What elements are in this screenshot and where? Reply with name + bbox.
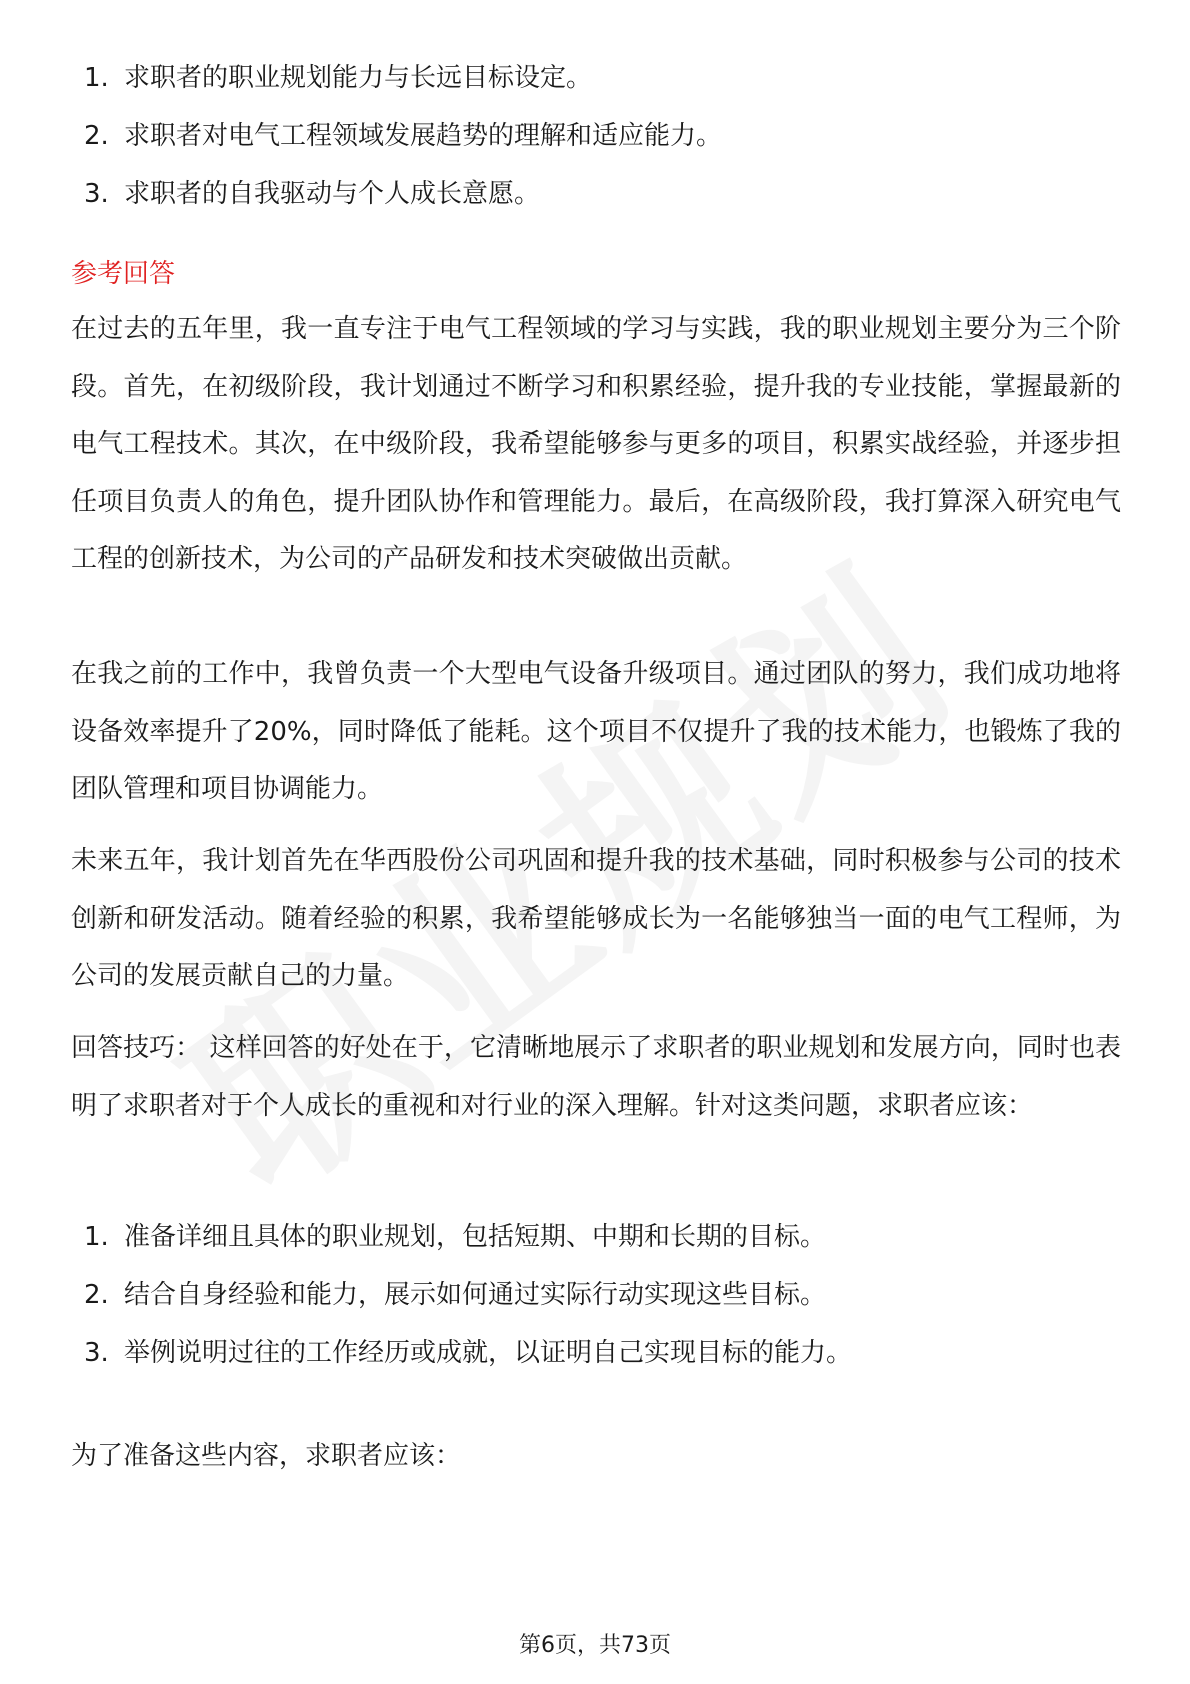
list-item <box>84 107 1124 165</box>
list-text: 准备详细且具体的职业规划，包括短期、中期和长期的目标。 <box>124 1222 827 1252</box>
list-text: 求职者的自我驱动与个人成长意愿。 <box>124 179 541 209</box>
answer-paragraph-3: 未来五年，我计划首先在华西股份公司巩固和提升我的技术基础，同时积极参与公司的技术创新和研发活动。随着经验的积累，我希望能够成长为一名能够独当一面的电气工程师，为公司的发展贡献自己的力量。 <box>71 846 1121 991</box>
tips-paragraph: 回答技巧： 这样回答的好处在于，它清晰地展示了求职者的职业规划和发展方向，同时也表明了求职者对于个人成长的重视和对行业的深入理解。针对这类问题，求职者应该： <box>71 1033 1121 1121</box>
list-number: 2. <box>84 121 109 151</box>
list-item <box>84 1266 1124 1324</box>
list-text: 结合自身经验和能力，展示如何通过实际行动实现这些目标。 <box>124 1280 827 1310</box>
answer-paragraph-2: 在我之前的工作中，我曾负责一个大型电气设备升级项目。通过团队的努力，我们成功地将设备效率提升了20%，同时降低了能耗。这个项目不仅提升了我的技术能力，也锻炼了我的团队管理和项目协调能力。 <box>71 659 1121 804</box>
list-number: 3. <box>84 1338 109 1368</box>
list-text: 举例说明过往的工作经历或成就，以证明自己实现目标的能力。 <box>124 1338 853 1368</box>
list-item <box>84 1208 1124 1266</box>
list-item <box>84 1324 1124 1382</box>
section-heading: 参考回答 <box>71 259 176 289</box>
list-text: 求职者的职业规划能力与长远目标设定。 <box>124 63 593 93</box>
list-text: 求职者对电气工程领域发展趋势的理解和适应能力。 <box>124 121 723 151</box>
tips-list <box>84 1208 1124 1382</box>
answer-paragraph-1: 在过去的五年里，我一直专注于电气工程领域的学习与实践，我的职业规划主要分为三个阶段。首先，在初级阶段，我计划通过不断学习和积累经验，提升我的专业技能，掌握最新的电气工程技术。其次，在中级阶段，我希望能够参与更多的项目，积累实战经验，并逐步担任项目负责人的角色，提升团队协作和管理能力。最后，在高级阶段，我打算深入研究电气工程的创新技术，为公司的产品研发和技术突破做出贡献。 <box>71 314 1121 574</box>
page-number: 第6页，共73页 <box>519 1633 671 1658</box>
assessment-points-list <box>84 49 1124 223</box>
list-number: 3. <box>84 179 109 209</box>
closing-paragraph: 为了准备这些内容，求职者应该： <box>71 1441 462 1471</box>
list-item <box>84 165 1124 223</box>
list-number: 1. <box>84 63 109 93</box>
list-number: 1. <box>84 1222 109 1252</box>
list-item <box>84 49 1124 107</box>
list-number: 2. <box>84 1280 109 1310</box>
